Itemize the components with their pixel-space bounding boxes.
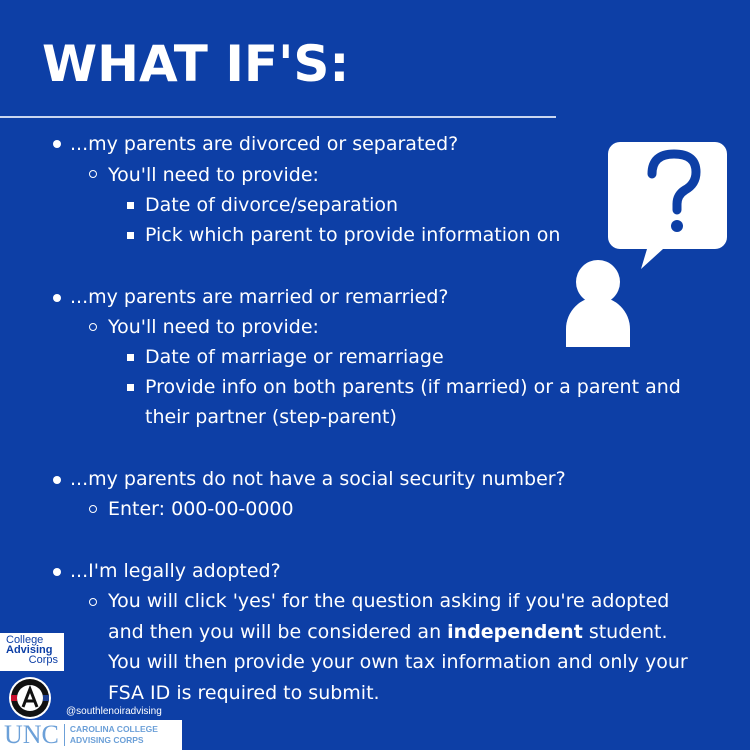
item-bullet xyxy=(127,202,134,209)
list-item: Date of divorce/separation xyxy=(145,194,399,216)
list-item: Date of marriage or remarriage xyxy=(145,346,444,368)
bullet xyxy=(53,476,61,484)
list-item: Provide info on both parents (if married) or a parent and xyxy=(145,376,681,398)
question-adopted: ...I'm legally adopted? xyxy=(70,560,281,582)
question-married: ...my parents are married or remarried? xyxy=(70,286,449,308)
college-advising-corps-logo: College Advising Corps xyxy=(0,633,64,671)
list-item-continued: their partner (step-parent) xyxy=(145,406,397,428)
sub-item: You'll need to provide: xyxy=(108,316,319,338)
adopted-explanation: You will click 'yes' for the question asking if you're adopted and then you will be considered an independent student. You will then provide your own tax information and only your FSA ID is required to submit. xyxy=(108,590,688,704)
bullet xyxy=(53,568,61,576)
sub-bullet xyxy=(89,323,97,331)
sub-bullet xyxy=(89,505,97,513)
americorps-logo xyxy=(8,676,52,720)
social-handle: @southlenoiradvising xyxy=(66,706,162,717)
item-bullet xyxy=(127,384,134,391)
item-bullet xyxy=(127,232,134,239)
item-bullet xyxy=(127,354,134,361)
question-ssn: ...my parents do not have a social security number? xyxy=(70,468,566,490)
emphasis-independent: independent xyxy=(447,620,583,643)
sub-bullet xyxy=(89,170,97,178)
sub-item: You'll need to provide: xyxy=(108,164,319,186)
list-item: Pick which parent to provide information on xyxy=(145,224,561,246)
page-title: WHAT IF'S: xyxy=(42,35,350,93)
sub-bullet xyxy=(89,598,97,606)
person-question-bubble-icon xyxy=(560,134,735,354)
bullet xyxy=(53,294,61,302)
unc-carolina-college-advising-corps-logo: UNC CAROLINA COLLEGE ADVISING CORPS xyxy=(0,720,182,750)
title-divider xyxy=(0,116,556,118)
question-divorced: ...my parents are divorced or separated? xyxy=(70,133,459,155)
bullet xyxy=(53,140,61,148)
sub-item: Enter: 000-00-0000 xyxy=(108,498,294,520)
